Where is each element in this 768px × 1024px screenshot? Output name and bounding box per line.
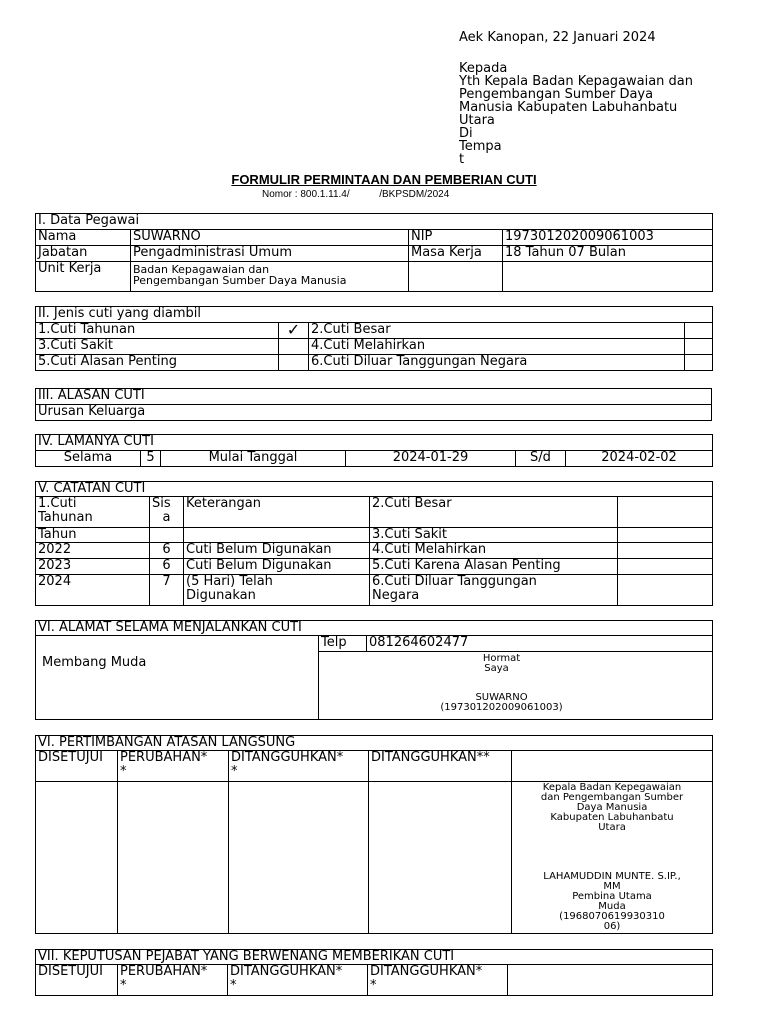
field-label: Unit Kerja [36, 262, 131, 292]
addressee-line: Pengembangan Sumber Daya [459, 87, 654, 102]
empty-cell [229, 782, 369, 934]
keputusan-table [35, 949, 713, 996]
section-heading: VI. ALAMAT SELAMA MENJALANKAN CUTI [36, 621, 713, 636]
field-label: Nama [36, 230, 131, 246]
empty-cell [150, 528, 184, 543]
field-value: 081264602477 [367, 636, 713, 652]
catatan-cuti-table [35, 481, 713, 606]
signer-nip: (197301202009061003) [440, 702, 563, 713]
leave-type: 6.Cuti Diluar Tanggungan Negara [309, 355, 685, 371]
form-number [262, 189, 449, 200]
addressee-line: Tempa [459, 139, 502, 154]
nomor-label: Nomor : 800.1.11.4/ [262, 189, 350, 200]
section-heading: IV. LAMANYA CUTI [36, 435, 713, 451]
field-value: Pengadministrasi Umum [131, 246, 409, 262]
leave-type: 3.Cuti Sakit [370, 528, 618, 543]
letter-header [459, 31, 729, 166]
keterangan-cell [184, 575, 370, 606]
addressee-line: Kepada [459, 61, 508, 76]
section-heading: III. ALASAN CUTI [36, 389, 712, 405]
field-value: 5 [141, 451, 161, 467]
field-label: NIP [409, 230, 503, 246]
signer-line: LAHAMUDDIN MUNTE. S.IP., [543, 871, 681, 882]
header-line: PERUBAHAN* [120, 750, 208, 765]
empty-cell [618, 497, 713, 528]
empty-cell [369, 782, 512, 934]
header-line: DITANGGUHKAN* [230, 964, 343, 979]
empty-cell [409, 262, 503, 292]
header-line: DITANGGUHKAN* [370, 964, 483, 979]
sign-line: Saya [484, 663, 509, 674]
addressee-line: Di [459, 126, 473, 141]
column-header: DISETUJUI [36, 751, 118, 782]
field-label: S/d [516, 451, 566, 467]
header-line: Sis [152, 496, 171, 511]
column-header [118, 751, 229, 782]
data-pegawai-table [35, 213, 713, 292]
field-value: 2024-01-29 [346, 451, 516, 467]
field-label: Selama [36, 451, 141, 467]
column-header [150, 497, 184, 528]
column-header [36, 497, 150, 528]
header-line: DITANGGUHKAN* [231, 750, 344, 765]
header-line: * [370, 978, 377, 993]
field-label: Masa Kerja [409, 246, 503, 262]
check-box [685, 355, 713, 371]
signer-line: (1968070619930310 [559, 911, 665, 922]
field-value [131, 262, 409, 292]
leave-type-line: 6.Cuti Diluar Tanggungan [372, 574, 537, 589]
empty-cell [184, 528, 370, 543]
empty-cell [118, 782, 229, 934]
sign-line: Hormat [482, 653, 521, 664]
section-heading: V. CATATAN CUTI [36, 482, 713, 497]
official-line: dan Pengembangan Sumber [540, 792, 684, 803]
leave-type: 1.Cuti Tahunan [36, 323, 279, 339]
form-title: FORMULIR PERMINTAAN DAN PEMBERIAN CUTI [231, 172, 537, 187]
section-heading: II. Jenis cuti yang diambil [36, 307, 713, 323]
column-header [368, 965, 508, 996]
official-line: Kepala Badan Kepegawaian [542, 782, 682, 793]
check-box [279, 355, 309, 371]
leave-type: 2.Cuti Besar [309, 323, 685, 339]
year-cell: 2024 [36, 575, 150, 606]
leave-type: 3.Cuti Sakit [36, 339, 279, 355]
sisa-cell: 6 [150, 543, 184, 559]
official-line: Utara [598, 822, 626, 833]
check-icon: ✓ [279, 323, 309, 339]
field-value: 18 Tahun 07 Bulan [503, 246, 713, 262]
unit-line: Badan Kepagawaian dan [133, 263, 270, 276]
column-header [229, 751, 369, 782]
official-line: Kabupaten Labuhanbatu [550, 812, 674, 823]
column-header: DITANGGUHKAN** [369, 751, 512, 782]
leave-type: 5.Cuti Alasan Penting [36, 355, 279, 371]
keterangan-cell: Cuti Belum Digunakan [184, 543, 370, 559]
empty-cell [512, 751, 713, 782]
year-cell: 2023 [36, 559, 150, 575]
alasan-cuti-table [35, 388, 712, 421]
section-heading: I. Data Pegawai [36, 214, 713, 230]
addressee-line: Yth Kepala Badan Kepagawaian dan [459, 74, 694, 89]
place-date: Aek Kanopan, 22 Januari 2024 [459, 30, 656, 45]
leave-type: 5.Cuti Karena Alasan Penting [370, 559, 618, 575]
empty-cell [508, 965, 713, 996]
check-box [685, 339, 713, 355]
leave-type-line: Negara [372, 588, 420, 603]
lamanya-cuti-table [35, 434, 713, 467]
header-line: * [231, 764, 238, 779]
empty-cell [503, 262, 713, 292]
header-line: * [230, 978, 237, 993]
signer-line: Muda [598, 901, 626, 912]
nomor-suffix: /BKPSDM/2024 [379, 189, 450, 200]
signer-name: SUWARNO [475, 692, 528, 703]
signer-line: MM [603, 881, 621, 892]
empty-cell [618, 528, 713, 543]
addressee-line: t [459, 152, 465, 167]
column-header: DISETUJUI [36, 965, 118, 996]
leave-type: 2.Cuti Besar [370, 497, 618, 528]
sisa-cell: 7 [150, 575, 184, 606]
check-box [685, 323, 713, 339]
section-heading: VI. PERTIMBANGAN ATASAN LANGSUNG [36, 736, 713, 751]
empty-cell [36, 782, 118, 934]
keterangan-line: (5 Hari) Telah [186, 574, 273, 589]
official-line: Daya Manusia [576, 802, 648, 813]
official-signature [512, 782, 713, 934]
header-line: a [162, 510, 171, 525]
column-header [118, 965, 228, 996]
field-label: Telp [319, 636, 367, 652]
leave-type: 4.Cuti Melahirkan [309, 339, 685, 355]
header-line: * [120, 764, 127, 779]
empty-cell [618, 575, 713, 606]
empty-cell [618, 559, 713, 575]
empty-cell [618, 543, 713, 559]
alamat-cuti-table [35, 620, 713, 720]
column-header: Keterangan [184, 497, 370, 528]
unit-line: Pengembangan Sumber Daya Manusia [133, 274, 347, 287]
header-line: 1.Cuti [38, 496, 77, 511]
section-heading: VII. KEPUTUSAN PEJABAT YANG BERWENANG MEMBERIKAN CUTI [36, 950, 713, 965]
signature-block [319, 652, 713, 720]
jenis-cuti-table [35, 306, 713, 371]
header-line: * [120, 978, 127, 993]
header-line: Tahunan [38, 510, 93, 525]
keterangan-cell: Cuti Belum Digunakan [184, 559, 370, 575]
addressee-line: Utara [459, 113, 495, 128]
check-box [279, 339, 309, 355]
field-value: 2024-02-02 [566, 451, 713, 467]
field-value: SUWARNO [131, 230, 409, 246]
leave-type: 4.Cuti Melahirkan [370, 543, 618, 559]
field-label: Jabatan [36, 246, 131, 262]
field-label: Mulai Tanggal [161, 451, 346, 467]
reason-value: Urusan Keluarga [36, 405, 712, 421]
sisa-cell: 6 [150, 559, 184, 575]
pertimbangan-table [35, 735, 713, 934]
leave-type [370, 575, 618, 606]
column-header [228, 965, 368, 996]
header-line: PERUBAHAN* [120, 964, 208, 979]
keterangan-line: Digunakan [186, 588, 256, 603]
year-cell: 2022 [36, 543, 150, 559]
row-label: Tahun [36, 528, 150, 543]
field-value: 197301202009061003 [503, 230, 713, 246]
signer-line: 06) [603, 921, 621, 932]
signer-line: Pembina Utama [572, 891, 652, 902]
addressee-line: Manusia Kabupaten Labuhanbatu [459, 100, 678, 115]
address-value: Membang Muda [36, 636, 319, 720]
